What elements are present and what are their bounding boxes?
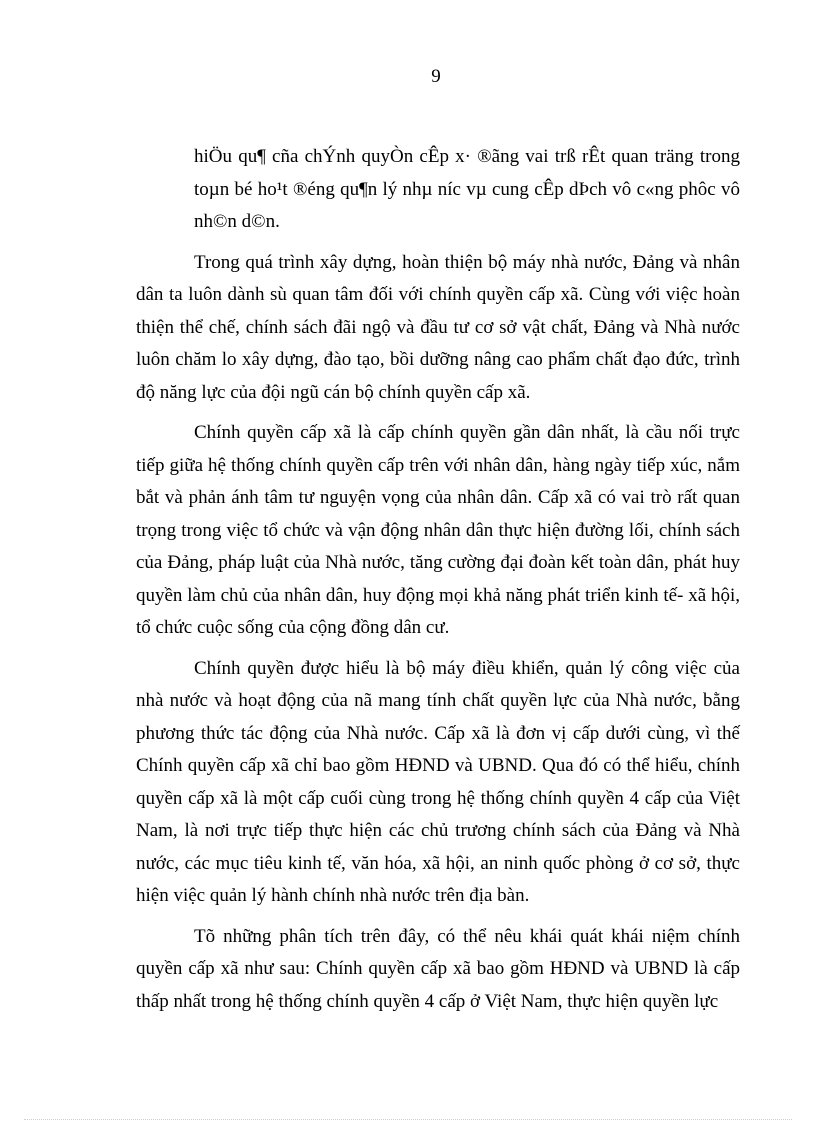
paragraph: Tõ những phân tích trên đây, có thể nêu khái quát khái niệm chính quyền cấp xã như sau: Chính quyền cấp xã bao gồm HĐND và UBND là cấp thấp nhất trong hệ thống chính quyền 4 cấp ở Việt Nam, thực hiện quyền lực (136, 925, 740, 1012)
page-number: 9 (431, 66, 441, 87)
paragraph-continued (136, 141, 740, 239)
paragraph-text: hiÖu qu¶ cña chÝnh quyÒn cÊp x· ®ãng vai trß rÊt quan träng trong toµn bé ho¹t ®éng qu¶n lý nhµ níc vµ cung cÊp dÞch vô c«ng phôc vô nh©n d©n. (194, 146, 740, 232)
page-bottom-divider (24, 1119, 792, 1120)
document-body (136, 141, 740, 1026)
paragraph: Chính quyền cấp xã là cấp chính quyền gần dân nhất, là cầu nối trực tiếp giữa hệ thống chính quyền cấp trên với nhân dân, hàng ngày tiếp xúc, nắm bắt và phản ánh tâm tư nguyện vọng của nhân dân. Cấp xã có vai trò rất quan trọng trong việc tổ chức và vận động nhân dân thực hiện đường lối, chính sách của Đảng, pháp luật của Nhà nước, tăng cường đại đoàn kết toàn dân, phát huy quyền làm chủ của nhân dân, huy động mọi khả năng phát triển kinh tế- xã hội, tổ chức cuộc sống của cộng đồng dân cư. (136, 422, 740, 638)
paragraph: Trong quá trình xây dựng, hoàn thiện bộ máy nhà nước, Đảng và nhân dân ta luôn dành sù quan tâm đối với chính quyền cấp xã. Cùng với việc hoàn thiện thể chế, chính sách đãi ngộ và đầu tư cơ sở vật chất, Đảng và Nhà nước luôn chăm lo xây dựng, đào tạo, bồi dưỡng nâng cao phẩm chất đạo đức, trình độ năng lực của đội ngũ cán bộ chính quyền cấp xã. (136, 251, 740, 403)
paragraph: Chính quyền được hiểu là bộ máy điều khiển, quản lý công việc của nhà nước và hoạt động của nã mang tính chất quyền lực của Nhà nước, bằng phương thức tác động của Nhà nước. Cấp xã là đơn vị cấp dưới cùng, vì thế Chính quyền cấp xã chỉ bao gồm HĐND và UBND. Qua đó có thể hiểu, chính quyền cấp xã là một cấp cuối cùng trong hệ thống chính quyền 4 cấp của Việt Nam, là nơi trực tiếp thực hiện các chủ trương chính sách của Đảng và Nhà nước, các mục tiêu kinh tế, văn hóa, xã hội, an ninh quốc phòng ở cơ sở, thực hiện việc quản lý hành chính nhà nước trên địa bàn. (136, 657, 740, 906)
